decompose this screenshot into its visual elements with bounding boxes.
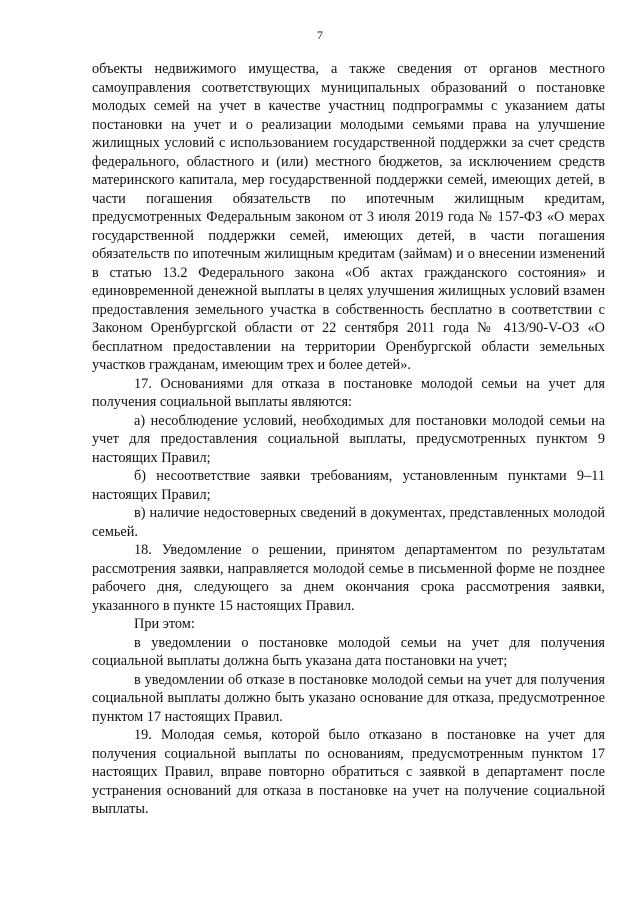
paragraph-19: 19. Молодая семья, которой было отказано в постановке на учет для получения социальной выплаты по основаниям, предусмотренным пунктом 17 настоящих Правил, вправе повторно обратиться с заявкой в департамент после устранения оснований для отказа в постановке на учет на получение социальной выплаты.	[92, 727, 605, 817]
paragraph-continuation: объекты недвижимого имущества, а также сведения от органов местного самоуправления соответствующих муниципальных образований о постановке молодых семей на учет в качестве участниц подпрограммы с указанием даты постановки на учет и о реализации молодыми семьями права на улучшение жилищных условий с использованием государственной поддержки за счет средств федерального, областного и (или) местного бюджетов, за исключением средств материнского капитала, мер государственной поддержки семей, имеющих детей, в части погашения обязательств по ипотечным жилищным кредитам, предусмотренных Федеральным законом от 3 июля 2019 года № 157-ФЗ «О мерах государственной поддержки семей, имеющих детей, в части погашения обязательств по ипотечным жилищным кредитам (займам) и о внесении изменений в статью 13.2 Федерального закона «Об актах гражданского состояния» и единовременной денежной выплаты в целях улучшения жилищных условий взамен предоставления земельного участка в собственность бесплатно в соответствии с Законом Оренбургской области от 22 сентября 2011 года № 413/90-V-ОЗ «О бесплатном предоставлении на территории Оренбургской области земельных участков гражданам, имеющим трех и более детей».	[92, 61, 605, 373]
document-body	[92, 60, 605, 819]
paragraph-18-notice-registration: в уведомлении о постановке молодой семьи на учет для получения социальной выплаты должна быть указана дата постановки на учет;	[92, 634, 605, 669]
paragraph-17-item-v: в) наличие недостоверных сведений в документах, представленных молодой семьей.	[92, 505, 605, 540]
paragraph-18: 18. Уведомление о решении, принятом департаментом по результатам рассмотрения заявки, направляется молодой семье в письменной форме не позднее рабочего дня, следующего за днем окончания срока рассмотрения заявки, указанного в пункте 15 настоящих Правил.	[92, 542, 605, 614]
page-number: 7	[317, 28, 323, 42]
paragraph-18-notice-refusal: в уведомлении об отказе в постановке молодой семьи на учет для получения социальной выплаты должно быть указано основание для отказа, предусмотренное пунктом 17 настоящих Правил.	[92, 671, 605, 725]
paragraph-17-item-a: а) несоблюдение условий, необходимых для постановки молодой семьи на учет для предоставления социальной выплаты, предусмотренных пунктом 9 настоящих Правил;	[92, 412, 605, 466]
paragraph-18-intro: При этом:	[134, 616, 195, 632]
paragraph-17: 17. Основаниями для отказа в постановке молодой семьи на учет для получения социальной выплаты являются:	[92, 375, 605, 410]
paragraph-17-item-b: б) несоответствие заявки требованиям, установленным пунктами 9–11 настоящих Правил;	[92, 468, 605, 503]
